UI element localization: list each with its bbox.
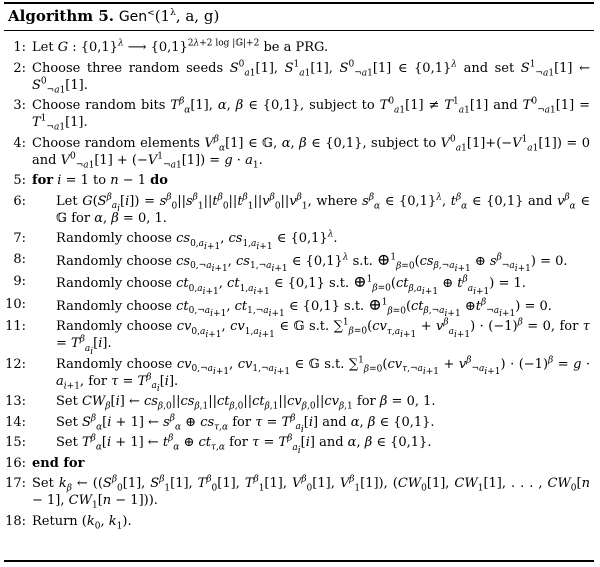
step-14 [4, 413, 590, 435]
step-10 [4, 294, 590, 319]
step-15 [4, 433, 590, 456]
step-number: 7: [13, 231, 26, 246]
step-8 [4, 249, 590, 274]
step-number: 1: [13, 40, 26, 55]
step-7 [4, 229, 590, 252]
step-17 [4, 475, 590, 509]
step-number: 5: [13, 173, 26, 188]
step-3 [4, 97, 590, 131]
step-text: Set $S^\beta_\alpha[i + 1]$ ← $s^\beta_\alpha$ ⊕ $cs_{\tau,\alpha}$ for $\tau = T^\beta_{a_i}[i]$ and α, β ∈ {0,1}. [56, 413, 435, 435]
step-12 [4, 355, 591, 394]
step-text: Choose random elements $V^\beta_\alpha[1]$ ∈ 𝔾, α, β ∈ {0,1}, subject to $V^0_{a1}[1]+(-V^1_{a1}[1]) = 0$ and $V^0_{\neg a1}[1] + (-V^1_{\neg a1}[1]) = g \cdot a_1$. [32, 134, 590, 171]
step-6 [4, 193, 590, 227]
step-2 [4, 60, 590, 94]
step-4 [4, 135, 590, 169]
algorithm-steps [4, 31, 594, 530]
step-number: 14: [5, 414, 26, 430]
step-text: end for [32, 455, 85, 471]
step-number: 16: [5, 455, 26, 471]
step-text: Randomly choose $cv_{0,\neg a_{i+1}}$, $cv_{1,\neg a_{i+1}}$ ∈ 𝔾 s.t. $\sum^1_{\beta=0}(cv_{\tau,\neg a_{i+1}} + v^\beta_{\neg a_{i+1}}) \cdot (-1)^\beta = g \cdot a_{i+1}$, for $\tau = T^\beta_{a_i}[i]$. [56, 355, 591, 394]
step-text: Choose three random seeds $S^0_{a1}[1]$, $S^1_{a1}[1]$, $S^0_{\neg a1}[1]$ ∈ $\{0,1\}^\lambda$ and set $S^1_{\neg a1}[1]$ ← $S^0_{\neg a1}[1]$. [32, 59, 590, 96]
step-text: Randomly choose $cs_{0,\neg a_{i+1}}$, $cs_{1,\neg a_{i+1}}$ ∈ $\{0,1\}^\lambda$ s.t. $\oplus^1_{\beta=0}(cs_{\beta,\neg a_{i+1}}$ ⊕ $s^\beta_{\neg a_{i+1}}) = 0$. [56, 249, 568, 274]
algorithm-title [4, 4, 594, 31]
step-number: 3: [13, 98, 26, 113]
step-number: 13: [5, 394, 26, 409]
algorithm-label: Algorithm 5. [8, 7, 115, 25]
step-text: Return ($k_0$, $k_1$). [32, 513, 132, 532]
step-number: 15: [5, 435, 26, 450]
step-1 [4, 39, 590, 56]
step-13 [4, 393, 590, 410]
step-text: Randomly choose $ct_{0,a_{i+1}}$, $ct_{1,a_{i+1}}$ ∈ {0,1} s.t. $\oplus^1_{\beta=0}(ct_{\beta,a_{i+1}}$ ⊕ $t^\beta_{a_{i+1}}) = 1$. [56, 272, 526, 297]
step-text: for i = 1 to n − 1 do [32, 173, 168, 188]
step-text: Randomly choose $cs_{0,a_{i+1}}$, $cs_{1,a_{i+1}}$ ∈ $\{0,1\}^\lambda$. [56, 229, 338, 252]
step-number: 11: [5, 319, 26, 334]
step-text: Randomly choose $ct_{0,\neg a_{i+1}}$, $ct_{1,\neg a_{i+1}}$ ∈ {0,1} s.t. $\oplus^1_{\beta=0}(ct_{\beta,\neg a_{i+1}}$ $\oplus t^\beta_{\neg a_{i+1}}) = 0$. [56, 294, 552, 319]
step-11 [4, 317, 590, 357]
step-18 [4, 513, 590, 530]
step-number: 10: [5, 296, 26, 312]
step-text: Randomly choose $cv_{0,a_{i+1}}$, $cv_{1,a_{i+1}}$ ∈ 𝔾 s.t. $\sum^1_{\beta=0}(cv_{\tau,a_{i+1}} + v^\beta_{a_{i+1}}) \cdot (-1)^\beta = 0$, for $\tau = T^\beta_{a_i}[i]$. [56, 317, 590, 357]
algorithm-name: Gen< [118, 8, 155, 25]
step-text: Set $T^\beta_\alpha[i + 1]$ ← $t^\beta_\alpha$ ⊕ $ct_{\tau,\alpha}$ for $\tau = T^\beta_{a_i}[i]$ and α, β ∈ {0,1}. [56, 433, 432, 456]
step-number: 17: [5, 476, 26, 491]
step-number: 6: [13, 193, 26, 209]
step-text: Set $CW_\beta[i]$ ← $cs_{\beta,0}||cs_{\beta,1}||ct_{\beta,0}||ct_{\beta,1}||cv_{\beta,0}||cv_{\beta,1}$ for β = 0, 1. [56, 394, 436, 412]
step-9 [4, 272, 590, 297]
step-5 [4, 172, 590, 189]
algorithm-args: ($1^\lambda$, a, g) [154, 7, 220, 25]
step-number: 12: [5, 356, 26, 372]
step-text: Set $k_\beta$ ← (($S^\beta_0[1]$, $S^\beta_1[1]$, $T^\beta_0[1]$, $T^\beta_1[1]$, $V^\beta_0[1]$, $V^\beta_1[1]$), ($CW_0[1]$, $CW_1[1]$, . . . , $CW_0[n - 1]$, $CW_1[n - 1]$)). [32, 474, 590, 511]
algorithm-box [4, 2, 594, 562]
step-text: Choose random bits $T^\beta_\alpha[1]$, α, β ∈ {0,1}, subject to $T^0_{a1}[1] \ne T^1_{a1}[1]$ and $T^0_{\neg a1}[1] = T^1_{\neg a1}[1]$. [32, 96, 590, 133]
step-number: 8: [13, 251, 26, 267]
step-16 [4, 455, 590, 472]
step-number: 9: [13, 274, 26, 289]
step-number: 2: [13, 60, 26, 76]
step-number: 18: [5, 513, 26, 529]
step-text: Let G : $\{0,1\}^\lambda$ ⟶ $\{0,1\}^{2\lambda+2 log |𝔾|+2}$ be a PRG. [32, 38, 329, 55]
step-text: Let $G(S^\beta_{a_i}[i]) = s^\beta_0||s^\beta_1||t^\beta_0||t^\beta_1||v^\beta_0||v^\beta_1$, where $s^\beta_\alpha$ ∈ $\{0,1\}^\lambda$, $t^\beta_\alpha$ ∈ {0,1} and $v^\beta_\alpha$ ∈ 𝔾 for α, β = 0, 1. [56, 192, 590, 226]
step-number: 4: [13, 135, 26, 151]
